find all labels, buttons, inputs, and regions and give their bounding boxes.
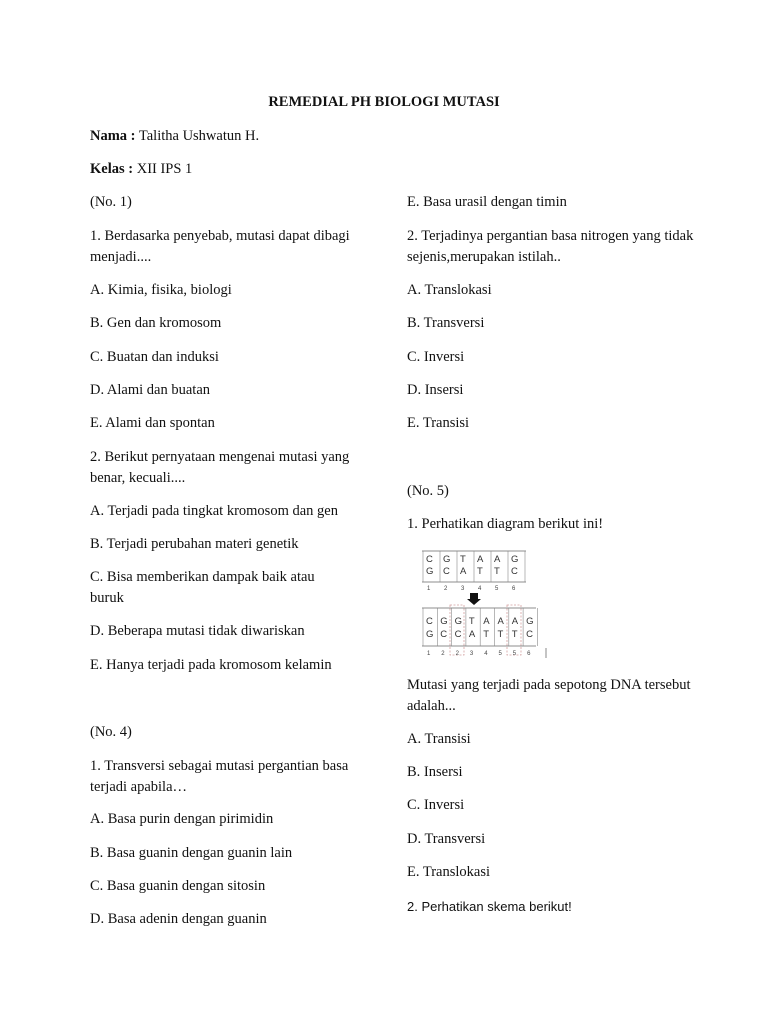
- dna-base: C: [426, 616, 433, 627]
- dna-base: T: [483, 629, 490, 640]
- class-line: [90, 159, 192, 180]
- name-line: [90, 126, 259, 147]
- answer-option: D. Insersi: [407, 382, 464, 398]
- dna-base: C: [443, 566, 450, 577]
- answer-option: B. Insersi: [407, 764, 463, 780]
- dna-original-strand: [422, 551, 526, 592]
- answer-option: B. Terjadi perubahan materi genetik: [90, 536, 299, 552]
- dna-base: C: [454, 629, 462, 640]
- base-number: 5: [512, 651, 517, 657]
- answer-option: D. Alami dan buatan: [90, 382, 211, 398]
- dna-mutation-diagram: [418, 545, 553, 660]
- answer-option: A. Basa purin dengan pirimidin: [90, 811, 274, 827]
- dna-base: T: [468, 616, 475, 627]
- dna-base: G: [511, 554, 519, 565]
- base-number: 2: [444, 586, 448, 592]
- answer-option: E. Transisi: [407, 415, 470, 431]
- answer-option: B. Transversi: [407, 315, 485, 331]
- svg-text:123456: [427, 586, 516, 592]
- dna-base: G: [443, 554, 451, 565]
- base-number: 6: [512, 586, 516, 592]
- answer-option: C. Inversi: [407, 349, 465, 365]
- answer-option: A. Terjadi pada tingkat kromosom dan gen: [90, 503, 338, 519]
- dna-mutated-strand: [422, 605, 537, 657]
- dna-base: G: [454, 616, 462, 627]
- name-value: Talitha Ushwatun H.: [138, 128, 260, 144]
- base-number: 2: [441, 651, 445, 657]
- section-no1: (No. 1): [90, 194, 132, 210]
- dna-base: A: [477, 554, 484, 565]
- question-text: 1. Perhatikan diagram berikut ini!: [407, 516, 604, 532]
- dna-base: C: [426, 554, 433, 565]
- dna-base: T: [497, 629, 504, 640]
- class-value: XII IPS 1: [136, 161, 193, 177]
- question-text: 2. Berikut pernyataan mengenai mutasi yang benar, kecuali....: [90, 449, 350, 486]
- dna-base: T: [494, 566, 500, 577]
- dna-base: A: [460, 566, 467, 577]
- section-no4: (No. 4): [90, 724, 132, 740]
- base-number: 2: [455, 651, 459, 657]
- answer-option: D. Beberapa mutasi tidak diwariskan: [90, 623, 305, 639]
- dna-base: G: [526, 616, 534, 627]
- question-text: 1. Transversi sebagai mutasi pergantian basa terjadi apabila…: [90, 758, 349, 795]
- answer-option: E. Alami dan spontan: [90, 415, 215, 431]
- section-no5: (No. 5): [407, 483, 449, 499]
- base-number: 3: [461, 586, 465, 592]
- dna-base: C: [440, 629, 448, 640]
- answer-option: E. Basa urasil dengan timin: [407, 194, 567, 210]
- answer-option: A. Kimia, fisika, biologi: [90, 282, 232, 298]
- question-text: 2. Perhatikan skema berikut!: [407, 899, 572, 914]
- name-label: Nama :: [90, 128, 136, 144]
- document-title: REMEDIAL PH BIOLOGI MUTASI: [268, 94, 500, 110]
- base-number: 6: [527, 651, 531, 657]
- base-number: 4: [478, 586, 482, 592]
- answer-option: A. Translokasi: [407, 282, 492, 298]
- base-number: 4: [484, 651, 488, 657]
- question-text: 2. Terjadinya pergantian basa nitrogen yang tidak sejenis,merupakan istilah..: [407, 228, 694, 265]
- base-number: 5: [495, 586, 499, 592]
- dna-base: C: [526, 629, 533, 640]
- answer-option: B. Basa guanin dengan guanin lain: [90, 845, 293, 861]
- dna-base: C: [511, 566, 518, 577]
- answer-option: E. Translokasi: [407, 864, 490, 880]
- answer-option: C. Inversi: [407, 797, 465, 813]
- dna-base: A: [497, 616, 504, 627]
- dna-base: A: [468, 629, 476, 640]
- answer-option: D. Basa adenin dengan guanin: [90, 911, 267, 927]
- dna-base: A: [483, 616, 490, 627]
- answer-option: C. Bisa memberikan dampak baik atau buruk: [90, 569, 315, 606]
- svg-text:CGGTAAAG: [426, 616, 533, 627]
- base-number: 5: [498, 651, 502, 657]
- svg-text:12234556: [427, 651, 531, 657]
- answer-option: C. Basa guanin dengan sitosin: [90, 878, 266, 894]
- base-number: 1: [427, 651, 431, 657]
- arrow-head-icon: [467, 599, 481, 605]
- dna-base: T: [460, 554, 466, 565]
- answer-option: C. Buatan dan induksi: [90, 349, 219, 365]
- answer-option: E. Hanya terjadi pada kromosom kelamin: [90, 657, 332, 673]
- dna-base: G: [426, 629, 434, 640]
- dna-base: G: [426, 566, 434, 577]
- dna-base: A: [511, 616, 519, 627]
- question-text: Mutasi yang terjadi pada sepotong DNA tersebut adalah...: [407, 677, 691, 714]
- dna-base: A: [494, 554, 501, 565]
- dna-base: T: [511, 629, 518, 640]
- answer-option: D. Transversi: [407, 831, 486, 847]
- question-text: 1. Berdasarka penyebab, mutasi dapat dibagi menjadi....: [90, 228, 350, 265]
- dna-base: G: [440, 616, 448, 627]
- arrow-down-icon: [470, 593, 478, 599]
- answer-option: A. Transisi: [407, 731, 471, 747]
- dna-base: T: [477, 566, 483, 577]
- svg-text:GCCATTTC: [426, 629, 533, 640]
- answer-option: B. Gen dan kromosom: [90, 315, 222, 331]
- class-label: Kelas :: [90, 161, 134, 177]
- base-number: 3: [469, 651, 474, 657]
- base-number: 1: [427, 586, 431, 592]
